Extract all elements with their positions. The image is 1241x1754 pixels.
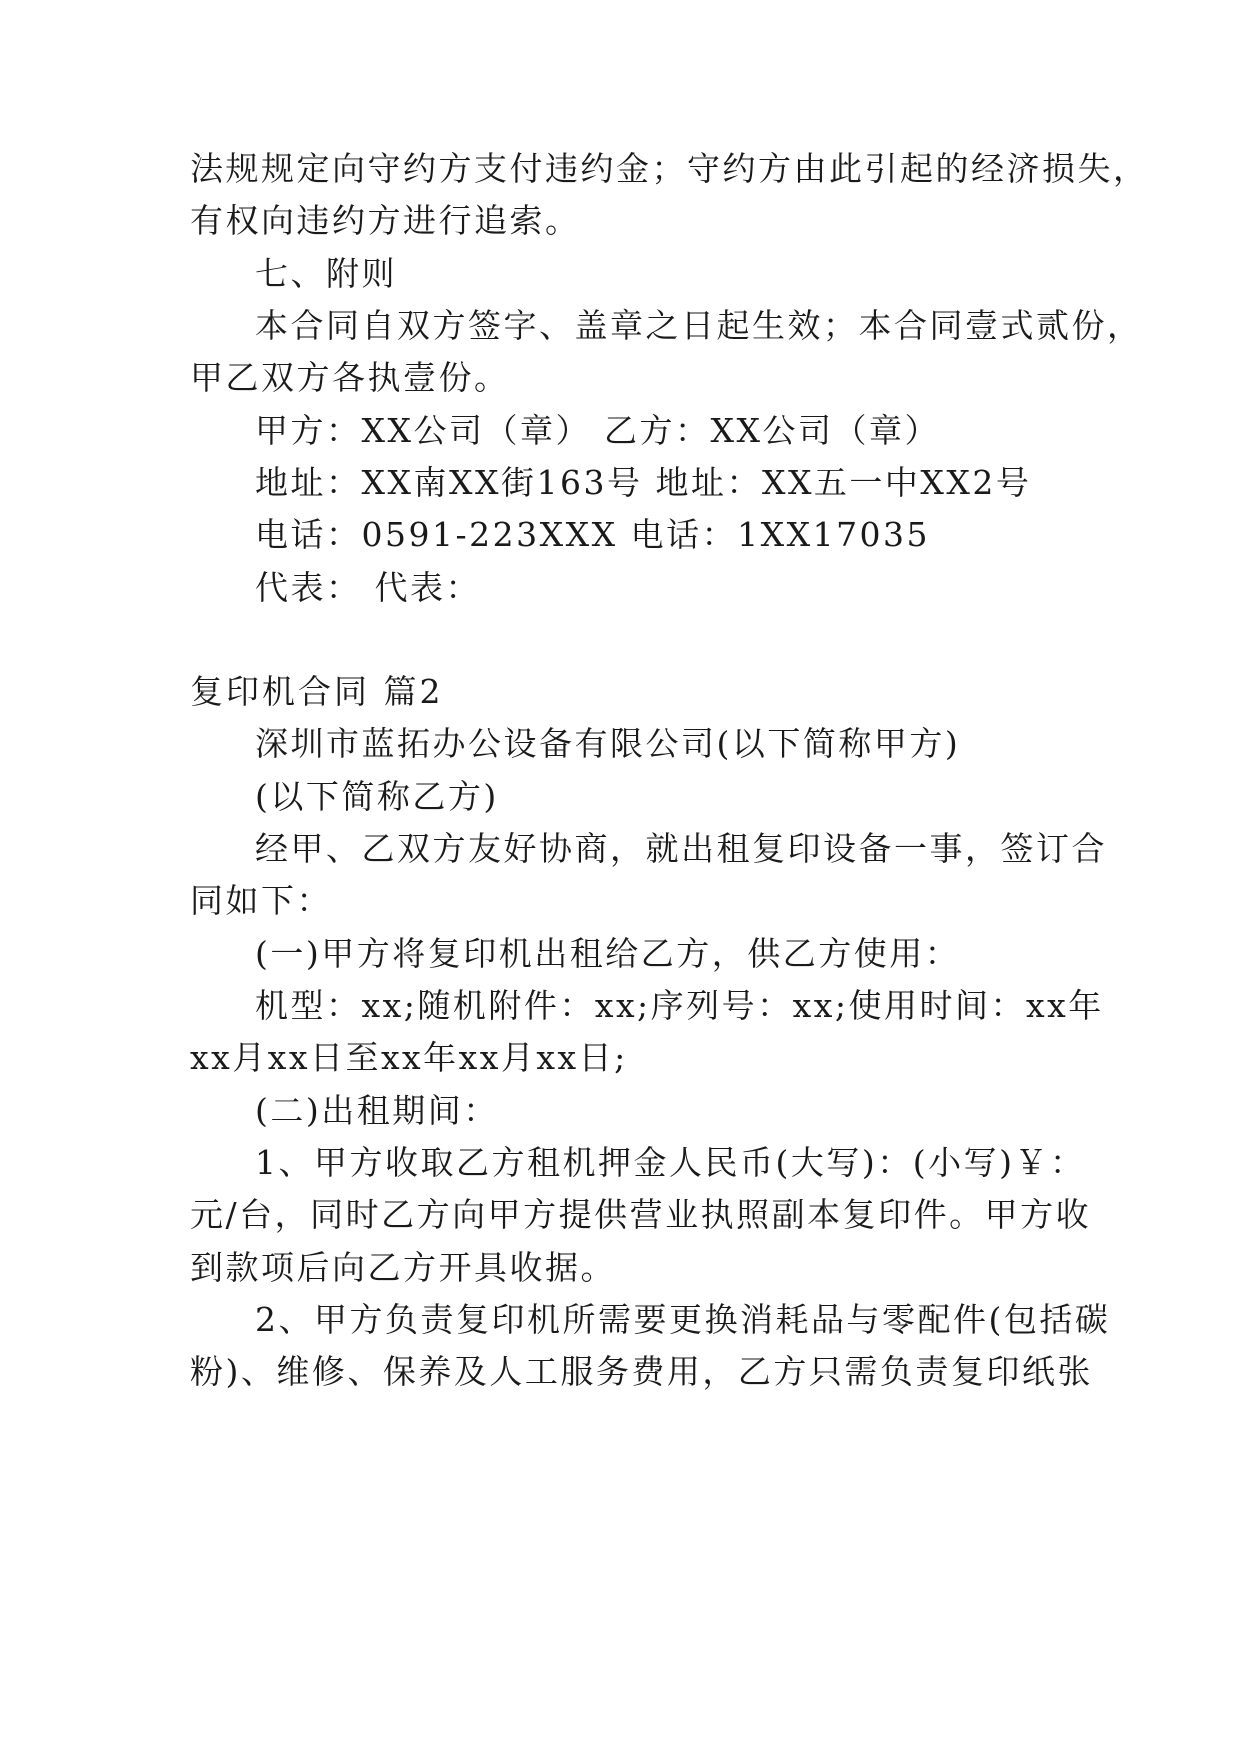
deposit-line: 1、甲方收取乙方租机押金人民币(大写)：(小写)￥：	[255, 1143, 1086, 1182]
paragraph-line: 粉)、维修、保养及人工服务费用，乙方只需负责复印纸张	[190, 1352, 1093, 1391]
equipment-period-line: xx月xx日至xx年xx月xx日;	[190, 1038, 628, 1077]
signature-phone-line: 电话：0591-223XXX 电话：1XX17035	[255, 515, 931, 554]
clause-one: (一)甲方将复印机出租给乙方，供乙方使用：	[255, 934, 961, 973]
paragraph-line: 本合同自双方签字、盖章之日起生效；本合同壹式贰份，	[255, 306, 1143, 345]
paragraph-line: 元/台，同时乙方向甲方提供营业执照副本复印件。甲方收	[190, 1195, 1092, 1234]
maintenance-line: 2、甲方负责复印机所需要更换消耗品与零配件(包括碳	[255, 1300, 1111, 1339]
signature-representative-line: 代表： 代表：	[255, 568, 481, 607]
paragraph-line: 有权向违约方进行追索。	[190, 201, 581, 240]
contract-title: 复印机合同 篇2	[190, 672, 444, 711]
party-a-line: 深圳市蓝拓办公设备有限公司(以下简称甲方)	[255, 724, 961, 763]
signature-address-line: 地址：XX南XX街163号 地址：XX五一中XX2号	[255, 463, 1032, 502]
clause-two: (二)出租期间：	[255, 1091, 499, 1130]
section-heading: 七、附则	[255, 254, 397, 293]
paragraph-line: 同如下：	[190, 881, 332, 920]
signature-party-line: 甲方：XX公司（章） 乙方：XX公司（章）	[255, 411, 940, 450]
paragraph-line: 经甲、乙双方友好协商，就出租复印设备一事，签订合	[255, 829, 1107, 868]
party-b-line: (以下简称乙方)	[255, 777, 499, 816]
paragraph-line: 到款项后向乙方开具收据。	[190, 1248, 616, 1287]
paragraph-line: 甲乙双方各执壹份。	[190, 358, 510, 397]
paragraph-line: 法规规定向守约方支付违约金；守约方由此引起的经济损失，	[190, 149, 1149, 188]
equipment-details-line: 机型：xx;随机附件：xx;序列号：xx;使用时间：xx年	[255, 986, 1104, 1025]
